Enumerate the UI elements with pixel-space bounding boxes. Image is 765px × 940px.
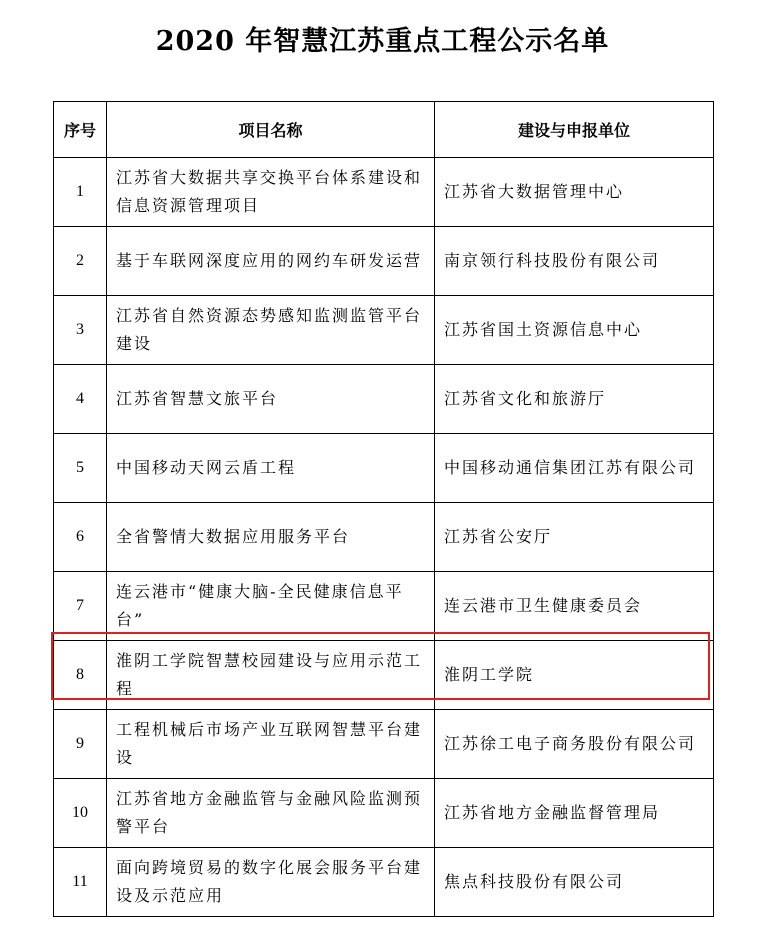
applicant-unit: 焦点科技股份有限公司 — [435, 848, 714, 917]
applicant-unit: 江苏省地方金融监督管理局 — [435, 779, 714, 848]
table-header-row — [54, 102, 714, 158]
project-name: 基于车联网深度应用的网约车研发运营 — [107, 227, 435, 296]
row-number: 6 — [54, 503, 107, 572]
table-row — [54, 710, 714, 779]
project-name: 江苏省大数据共享交换平台体系建设和信息资源管理项目 — [107, 158, 435, 227]
project-name: 江苏省智慧文旅平台 — [107, 365, 435, 434]
table-row — [54, 434, 714, 503]
project-name: 全省警情大数据应用服务平台 — [107, 503, 435, 572]
header-number: 序号 — [54, 102, 107, 158]
project-name: 中国移动天网云盾工程 — [107, 434, 435, 503]
project-name: 连云港市“健康大脑-全民健康信息平台” — [107, 572, 435, 641]
table-row — [54, 848, 714, 917]
project-name: 淮阴工学院智慧校园建设与应用示范工程 — [107, 641, 435, 710]
project-name: 工程机械后市场产业互联网智慧平台建设 — [107, 710, 435, 779]
row-number: 9 — [54, 710, 107, 779]
project-name: 江苏省地方金融监管与金融风险监测预警平台 — [107, 779, 435, 848]
applicant-unit: 南京领行科技股份有限公司 — [435, 227, 714, 296]
row-number: 1 — [54, 158, 107, 227]
project-name: 面向跨境贸易的数字化展会服务平台建设及示范应用 — [107, 848, 435, 917]
table-row — [54, 572, 714, 641]
row-number: 11 — [54, 848, 107, 917]
row-number: 4 — [54, 365, 107, 434]
project-name: 江苏省自然资源态势感知监测监管平台建设 — [107, 296, 435, 365]
row-number: 5 — [54, 434, 107, 503]
table-row — [54, 158, 714, 227]
applicant-unit: 江苏省国土资源信息中心 — [435, 296, 714, 365]
applicant-unit: 江苏省文化和旅游厅 — [435, 365, 714, 434]
applicant-unit: 江苏省公安厅 — [435, 503, 714, 572]
header-project-name: 项目名称 — [107, 102, 435, 158]
row-number: 10 — [54, 779, 107, 848]
row-number: 7 — [54, 572, 107, 641]
page-title: 2020 年智慧江苏重点工程公示名单 — [155, 26, 610, 57]
table-row — [54, 365, 714, 434]
applicant-unit: 江苏省大数据管理中心 — [435, 158, 714, 227]
row-number: 3 — [54, 296, 107, 365]
table-row — [54, 503, 714, 572]
table-row — [54, 227, 714, 296]
table-row-highlighted — [54, 641, 714, 710]
table-row — [54, 296, 714, 365]
applicant-unit: 淮阴工学院 — [435, 641, 714, 710]
project-list-table — [53, 101, 714, 917]
header-unit: 建设与申报单位 — [435, 102, 714, 158]
applicant-unit: 连云港市卫生健康委员会 — [435, 572, 714, 641]
row-number: 2 — [54, 227, 107, 296]
table-row — [54, 779, 714, 848]
applicant-unit: 江苏徐工电子商务股份有限公司 — [435, 710, 714, 779]
applicant-unit: 中国移动通信集团江苏有限公司 — [435, 434, 714, 503]
row-number: 8 — [54, 641, 107, 710]
